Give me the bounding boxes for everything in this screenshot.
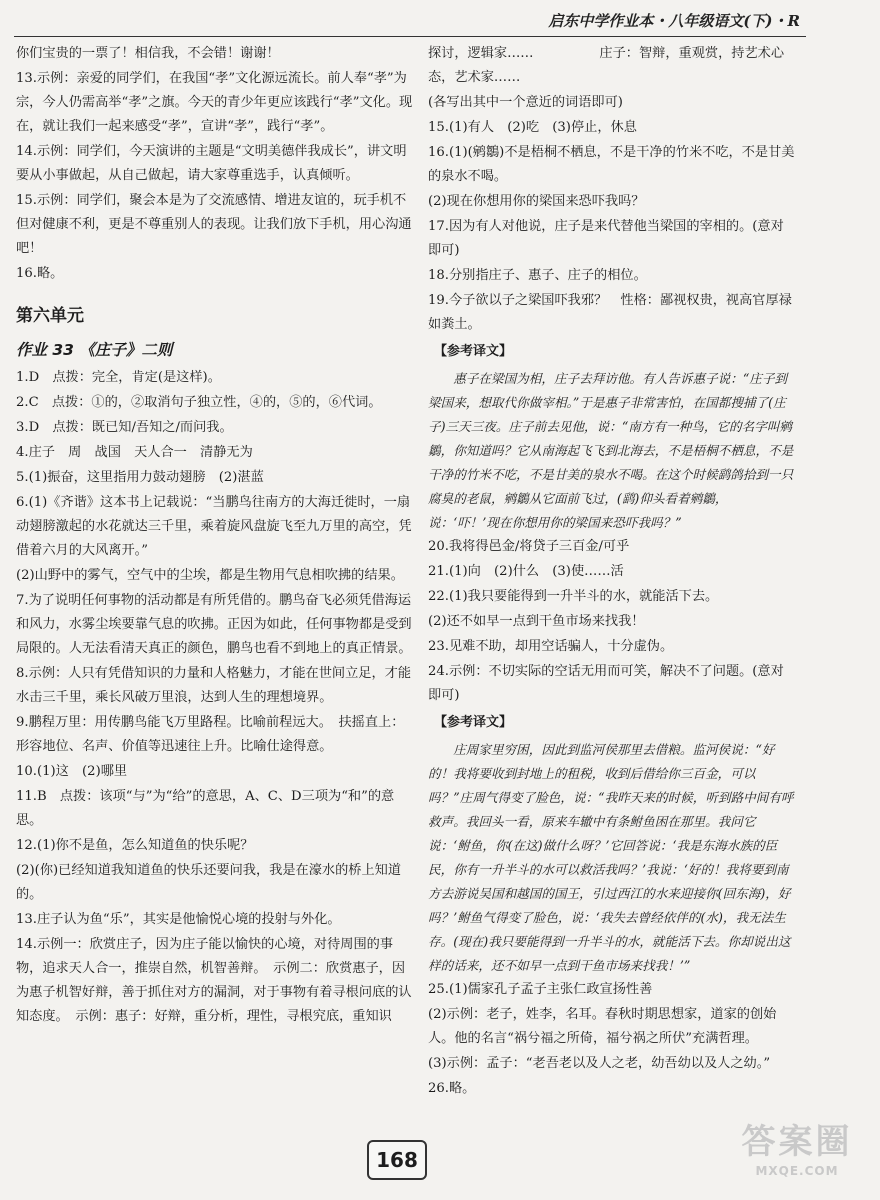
answer-item: (2)示例：老子，姓李，名耳。春秋时期思想家，道家的创始人。他的名言“祸兮福之所倚，福兮祸之所伏”充满哲理。 (428, 1007, 777, 1046)
answers-list-right-b (428, 535, 796, 708)
answer-item: 10.(1)这 (2)哪里 (16, 764, 128, 779)
answer-item: 24.示例：不切实际的空话无用而可笑，解决不了问题。(意对即可) (428, 664, 784, 703)
answer-item: 20.我将得邑金/将贷子三百金/可乎 (428, 539, 630, 554)
answer-item: 5.(1)振奋，这里指用力鼓动翅膀 (2)湛蓝 (16, 470, 264, 485)
page-number: 168 (367, 1140, 427, 1180)
answer-item: 19.今子欲以子之梁国吓我邪？ 性格：鄙视权贵，视高官厚禄如粪土。 (428, 293, 792, 332)
answer-item: (2)(你)已经知道我知道鱼的快乐还要问我，我是在濠水的桥上知道的。 (16, 863, 402, 902)
homework-title: 作业 33 《庄子》二则 (16, 341, 173, 359)
answer-item: 4.庄子 周 战国 天人合一 清静无为 (16, 445, 253, 460)
answer-item: 15.示例：同学们，聚会本是为了交流感情、增进友谊的，玩手机不但对健康不利，更是不尊重别人的表现。让我们放下手机，用心沟通吧！ (16, 193, 412, 256)
answer-item: (2)还不如早一点到干鱼市场来找我！ (428, 614, 645, 629)
watermark-logo-text: 答案圈 (741, 1122, 853, 1162)
answer-item: 12.(1)你不是鱼，怎么知道鱼的快乐呢？ (16, 838, 254, 853)
answer-item: 14.示例一：欣赏庄子，因为庄子能以愉快的心境，对待周围的事物，追求天人合一，推崇自然，机智善辩。 示例二：欣赏惠子，因为惠子机智好辩，善于抓住对方的漏洞，对于事物有着寻根问底的认知态度。 示例：惠子：好辩，重分析，理性，寻根究底，重知识 (16, 937, 412, 1024)
unit-title: 第六单元 (16, 306, 84, 326)
answers-list-hw33 (16, 366, 414, 1029)
answer-item: 1.D 点拨：完全，肯定(是这样)。 (16, 370, 221, 385)
reference-translation-label: 【参考译文】 (434, 344, 513, 359)
left-column (16, 42, 414, 1030)
answer-item: 7.为了说明任何事物的活动都是有所凭借的。鹏鸟奋飞必须凭借海运和风力，水雾尘埃要靠气息的吹拂。正因为如此，任何事物都是受到局限的。人无法看清天真正的颜色，鹏鸟也看不到地上的真正情景。 (16, 593, 412, 656)
answer-item: 16.略。 (16, 266, 64, 281)
answer-item: 9.鹏程万里：用传鹏鸟能飞万里路程。比喻前程远大。 扶摇直上：形容地位、名声、价值等迅速往上升。比喻仕途得意。 (16, 715, 405, 754)
answer-item: 6.(1)《齐谐》这本书上记载说：“当鹏鸟往南方的大海迁徙时，一扇动翅膀激起的水花就达三千里，乘着旋风盘旋飞至九万里的高空，凭借着六月的大风离开。” (16, 495, 412, 558)
answer-item: 17.因为有人对他说，庄子是来代替他当梁国的宰相的。(意对即可) (428, 219, 784, 258)
reference-translation-text: 庄周家里穷困，因此到监河侯那里去借粮。监河侯说：“好的！我将要收到封地上的租税，收到后借给你三百金，可以吗？”庄周气得变了脸色，说：“我昨天来的时候，听到路中间有呼救声。我回头一看，原来车辙中有条鲋鱼困在那里。我问它说：‘鲋鱼，你(在这)做什么呀？’它回答说：‘我是东海水族的臣民，你有一升半斗的水可以救活我吗？’我说：‘好的！我将要到南方去游说吴国和越国的国王，引过西江的水来迎接你(回东海)，好吗？’鲋鱼气得变了脸色，说：‘我失去曾经依伴的(水)，我无法生存。(现在)我只要能得到一升半斗的水，就能活下去。你却说出这样的话来，还不如早一点到干鱼市场来找我！’” (428, 742, 794, 973)
reference-translation-text: 惠子在梁国为相，庄子去拜访他。有人告诉惠子说：“庄子到梁国来，想取代你做宰相。”于是惠子非常害怕，在国都搜捕了(庄子)三天三夜。庄子前去见他，说：“南方有一种鸟，它的名字叫鹓鶵，你知道吗？它从南海起飞飞到北海去，不是梧桐不栖息，不是干净的竹米不吃，不是甘美的泉水不喝。在这个时候鹞鸽拾到一只腐臭的老鼠，鹓鶵从它面前飞过，(鹞)仰头看着鹓鶵，说：‘吓！’现在你想用你的梁国来恐吓我吗？” (428, 371, 794, 530)
site-watermark (722, 1120, 872, 1190)
answer-item: 11.B 点拨：该项“与”为“给”的意思，A、C、D三项为“和”的意思。 (16, 789, 395, 828)
answer-item: 你们宝贵的一票了！相信我，不会错！谢谢！ (16, 46, 280, 61)
answer-item: 13.示例：亲爱的同学们，在我国“孝”文化源远流长。前人奉“孝”为宗，今人仍需高举“孝”之旗。今天的青少年更应该践行“孝”文化。现在，就让我们一起来感受“孝”，宣讲“孝”，践行“孝”。 (16, 71, 413, 134)
answer-item: 15.(1)有人 (2)吃 (3)停止，休息 (428, 120, 637, 135)
reference-translation-label: 【参考译文】 (434, 715, 513, 730)
answer-item: 14.示例：同学们，今天演讲的主题是“文明美德伴我成长”，讲文明要从小事做起，从自己做起，请大家尊重选手，认真倾听。 (16, 144, 407, 183)
answer-item: 探讨，逻辑家…… 庄子：智辩，重观赏，持艺术心态，艺术家…… (428, 46, 785, 85)
answer-item: 22.(1)我只要能得到一升半斗的水，就能活下去。 (428, 589, 719, 604)
answer-item: (2)现在你想用你的梁国来恐吓我吗？ (428, 194, 645, 209)
running-header: 启东中学作业本・八年级语文(下)・R (548, 12, 800, 30)
header-rule (14, 36, 806, 37)
answer-item: 8.示例：人只有凭借知识的力量和人格魅力，才能在世间立足，才能水击三千里，乘长风破万里浪，达到人生的理想境界。 (16, 666, 412, 705)
answer-item: (3)示例：孟子：“老吾老以及人之老，幼吾幼以及人之幼。” (428, 1056, 771, 1071)
answers-list-right-a (428, 42, 796, 337)
answer-item: 21.(1)向 (2)什么 (3)使……活 (428, 564, 624, 579)
answer-item: 26.略。 (428, 1081, 476, 1096)
answer-item: 2.C 点拨：①的，②取消句子独立性，④的，⑤的，⑥代词。 (16, 395, 382, 410)
answer-item: 16.(1)(鹓鶵)不是梧桐不栖息，不是干净的竹米不吃，不是甘美的泉水不喝。 (428, 145, 795, 184)
right-column (428, 42, 796, 1102)
answer-item: 3.D 点拨：既已知/吾知之/而问我。 (16, 420, 233, 435)
answer-item: 13.庄子认为鱼“乐”，其实是他愉悦心境的投射与外化。 (16, 912, 341, 927)
answer-item: (2)山野中的雾气，空气中的尘埃，都是生物用气息相吹拂的结果。 (16, 568, 404, 583)
watermark-domain: MXQE.COM (755, 1164, 839, 1178)
answers-list-unit5 (16, 42, 414, 286)
answers-list-right-c (428, 978, 796, 1101)
answer-item: 25.(1)儒家孔子孟子主张仁政宣扬性善 (428, 982, 653, 997)
answer-item: 18.分别指庄子、惠子、庄子的相位。 (428, 268, 647, 283)
answer-item: 23.见难不助，却用空话骗人，十分虚伪。 (428, 639, 674, 654)
answer-item: (各写出其中一个意近的词语即可) (428, 95, 623, 110)
